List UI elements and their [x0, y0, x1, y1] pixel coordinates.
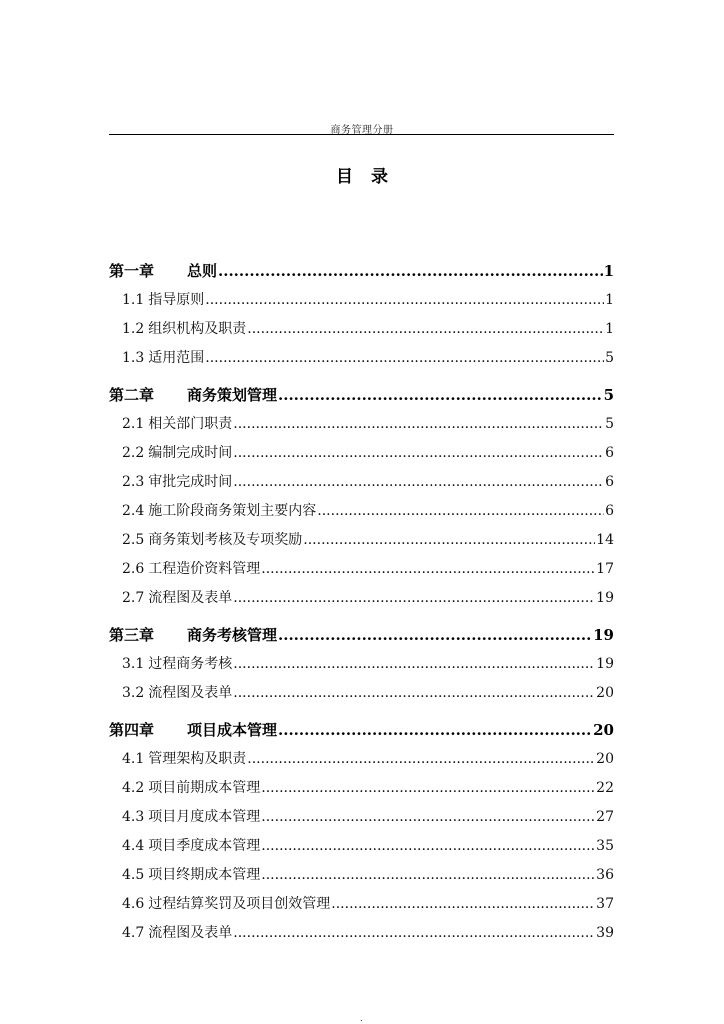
- toc-section-entry[interactable]: [109, 922, 614, 951]
- chapter-number: 第一章: [109, 262, 155, 280]
- dot-leader: [247, 321, 604, 337]
- section-page-number: 22: [596, 780, 614, 796]
- section-page-number: 39: [596, 925, 614, 941]
- section-page-number: 6: [605, 474, 614, 490]
- chapter-page-number: 19: [593, 626, 614, 644]
- section-title: 审批完成时间: [148, 474, 233, 490]
- section-title: 适用范围: [148, 350, 205, 366]
- dot-leader: [278, 721, 592, 739]
- section-page-number: 1: [605, 292, 614, 308]
- dot-leader: [278, 386, 603, 404]
- chapter-number: 第四章: [109, 721, 155, 739]
- section-number: 2.1: [122, 416, 145, 432]
- dot-leader: [331, 896, 595, 912]
- toc-section-entry[interactable]: [109, 682, 614, 711]
- section-title: 流程图及表单: [148, 685, 233, 701]
- dot-leader: [261, 838, 595, 854]
- chapter-number: 第三章: [109, 626, 155, 644]
- dot-leader: [317, 503, 604, 519]
- toc-section-entry[interactable]: [109, 558, 614, 587]
- toc-section-entry[interactable]: [109, 806, 614, 835]
- section-title: 组织机构及职责: [148, 321, 247, 337]
- section-page-number: 5: [605, 416, 614, 432]
- section-title: 管理架构及职责: [148, 751, 247, 767]
- section-page-number: 14: [596, 532, 614, 548]
- chapter-page-number: 20: [593, 721, 614, 739]
- section-title: 指导原则: [148, 292, 205, 308]
- section-page-number: 17: [596, 561, 614, 577]
- section-number: 4.3: [122, 809, 145, 825]
- toc-section-entry[interactable]: [109, 318, 614, 347]
- section-page-number: 19: [596, 590, 614, 606]
- toc-title: 目 录: [336, 167, 388, 187]
- dot-leader: [233, 925, 595, 941]
- section-number: 2.4: [122, 503, 145, 519]
- dot-leader: [205, 292, 604, 308]
- toc-section-entry[interactable]: [109, 442, 614, 471]
- toc-section-entry[interactable]: [109, 529, 614, 558]
- toc-section-entry[interactable]: [109, 653, 614, 682]
- chapter-title: 商务考核管理: [187, 626, 278, 644]
- running-header-title: 商务管理分册: [330, 125, 394, 136]
- section-page-number: 20: [596, 751, 614, 767]
- section-title: 流程图及表单: [148, 590, 233, 606]
- section-number: 4.4: [122, 838, 145, 854]
- section-page-number: 35: [596, 838, 614, 854]
- section-page-number: 27: [596, 809, 614, 825]
- section-title: 项目月度成本管理: [148, 809, 261, 825]
- chapter-page-number: 5: [603, 386, 614, 404]
- dot-leader: [261, 780, 595, 796]
- section-page-number: 6: [605, 445, 614, 461]
- section-title: 编制完成时间: [148, 445, 233, 461]
- dot-leader: [233, 590, 595, 606]
- section-number: 1.3: [122, 350, 145, 366]
- chapter-title: 商务策划管理: [187, 386, 278, 404]
- section-number: 2.2: [122, 445, 145, 461]
- toc-chapter-entry[interactable]: [109, 719, 614, 748]
- section-number: 1.1: [122, 292, 145, 308]
- dot-leader: [205, 350, 604, 366]
- dot-leader: [233, 474, 604, 490]
- dot-leader: [233, 445, 604, 461]
- section-number: 4.5: [122, 867, 145, 883]
- toc-section-entry[interactable]: [109, 835, 614, 864]
- section-page-number: 1: [605, 321, 614, 337]
- toc-section-entry[interactable]: [109, 347, 614, 376]
- toc-section-entry[interactable]: [109, 587, 614, 616]
- section-number: 4.2: [122, 780, 145, 796]
- section-page-number: 36: [596, 867, 614, 883]
- section-title: 过程结算奖罚及项目创效管理: [148, 896, 331, 912]
- section-title: 项目季度成本管理: [148, 838, 261, 854]
- section-page-number: 19: [596, 656, 614, 672]
- toc-section-entry[interactable]: [109, 777, 614, 806]
- section-title: 流程图及表单: [148, 925, 233, 941]
- dot-leader: [278, 626, 592, 644]
- dot-leader: [218, 262, 603, 280]
- section-title: 施工阶段商务策划主要内容: [148, 503, 317, 519]
- section-title: 工程造价资料管理: [148, 561, 261, 577]
- dot-leader: [261, 867, 595, 883]
- dot-leader: [233, 656, 595, 672]
- dot-leader: [247, 751, 595, 767]
- section-number: 2.6: [122, 561, 145, 577]
- chapter-number: 第二章: [109, 386, 155, 404]
- section-number: 2.7: [122, 590, 145, 606]
- section-page-number: 6: [605, 503, 614, 519]
- toc-chapter-entry[interactable]: [109, 384, 614, 413]
- section-title: 相关部门职责: [148, 416, 233, 432]
- toc-chapter-entry[interactable]: [109, 624, 614, 653]
- section-title: 项目前期成本管理: [148, 780, 261, 796]
- chapter-title: 项目成本管理: [187, 721, 278, 739]
- section-number: 4.6: [122, 896, 145, 912]
- toc-section-entry[interactable]: [109, 864, 614, 893]
- table-of-contents: [109, 260, 614, 951]
- toc-section-entry[interactable]: [109, 893, 614, 922]
- section-number: 3.1: [122, 656, 145, 672]
- dot-leader: [233, 416, 604, 432]
- footer-mark: .: [360, 1014, 363, 1023]
- toc-section-entry[interactable]: [109, 500, 614, 529]
- section-title: 项目终期成本管理: [148, 867, 261, 883]
- section-page-number: 20: [596, 685, 614, 701]
- section-page-number: 5: [605, 350, 614, 366]
- dot-leader: [303, 532, 595, 548]
- section-title: 商务策划考核及专项奖励: [148, 532, 303, 548]
- section-page-number: 37: [596, 896, 614, 912]
- chapter-page-number: 1: [603, 262, 614, 280]
- toc-section-entry[interactable]: [109, 413, 614, 442]
- dot-leader: [261, 809, 595, 825]
- chapter-title: 总则: [187, 262, 218, 280]
- toc-section-entry[interactable]: [109, 748, 614, 777]
- dot-leader: [233, 685, 595, 701]
- toc-chapter-entry[interactable]: [109, 260, 614, 289]
- section-number: 3.2: [122, 685, 145, 701]
- section-number: 2.3: [122, 474, 145, 490]
- section-title: 过程商务考核: [148, 656, 233, 672]
- section-number: 1.2: [122, 321, 145, 337]
- toc-section-entry[interactable]: [109, 289, 614, 318]
- section-number: 4.1: [122, 751, 145, 767]
- section-number: 4.7: [122, 925, 145, 941]
- section-number: 2.5: [122, 532, 145, 548]
- header-divider: [109, 134, 614, 135]
- toc-section-entry[interactable]: [109, 471, 614, 500]
- dot-leader: [261, 561, 595, 577]
